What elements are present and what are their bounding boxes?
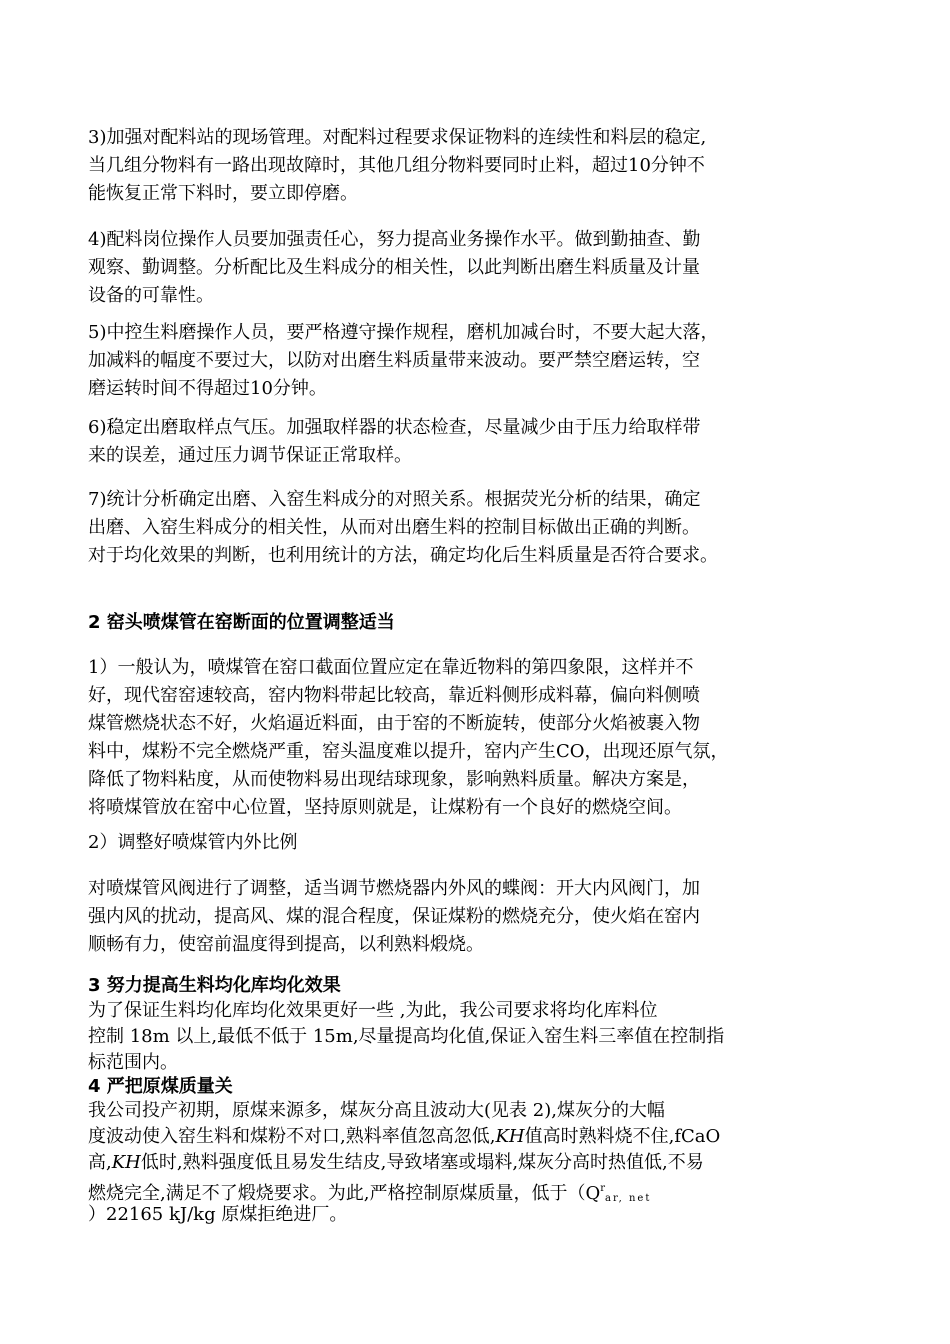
- item-6-paragraph: [88, 414, 868, 470]
- text-line: 7)统计分析确定出磨、入窑生料成分的对照关系。根据荧光分析的结果，确定: [88, 489, 701, 510]
- text-run: 度波动使入窑生料和煤粉不对口,熟料率值忽高忽低,: [88, 1126, 496, 1147]
- text-run: 值高时熟料烧不住,fCaO: [524, 1126, 721, 1147]
- text-run: 燃烧完全,满足不了煅烧要求。为此,严格控制原煤质量，低于（Q: [88, 1183, 601, 1204]
- text-line: 加减料的幅度不要过大，以防对出磨生料质量带来波动。要严禁空磨运转，空: [88, 350, 700, 371]
- text-line: 3)加强对配料站的现场管理。对配料过程要求保证物料的连续性和料层的稳定,: [88, 127, 707, 148]
- section-2-subheading: [88, 829, 868, 857]
- section-2-paragraph-3: [88, 875, 868, 959]
- text-line: 当几组分物料有一路出现故障时，其他几组分物料要同时止料，超过10分钟不: [88, 155, 705, 176]
- text-line: ）22165 kJ/kg 原煤拒绝进厂。: [88, 1204, 348, 1225]
- item-4-paragraph: [88, 226, 868, 310]
- text-line: 我公司投产初期，原煤来源多，煤灰分高且波动大(见表 2),煤灰分的大幅: [88, 1100, 665, 1121]
- text-run: 高,: [88, 1152, 112, 1173]
- text-line: 降低了物料粘度，从而使物料易出现结球现象，影响熟料质量。解决方案是，: [88, 769, 700, 790]
- section-2-paragraph-1: [88, 654, 868, 822]
- text-line: 对于均化效果的判断，也利用统计的方法，确定均化后生料质量是否符合要求。: [88, 545, 718, 566]
- text-line: 料中，煤粉不完全燃烧严重，窑头温度难以提升，窑内产生CO，出现还原气氛，: [88, 741, 729, 762]
- text-line: 强内风的扰动，提高风、煤的混合程度，保证煤粉的燃烧充分，使火焰在窑内: [88, 906, 700, 927]
- text-line: 1）一般认为，喷煤管在窑口截面位置应定在靠近物料的第四象限，这样并不: [88, 657, 694, 678]
- text-line: 5)中控生料磨操作人员，要严格遵守操作规程，磨机加减台时，不要大起大落，: [88, 322, 719, 343]
- item-7-paragraph: [88, 486, 868, 570]
- section-3-paragraph: [88, 998, 868, 1076]
- text-line: 2）调整好喷煤管内外比例: [88, 832, 298, 853]
- text-line: [88, 1124, 868, 1150]
- text-line: [88, 1176, 868, 1202]
- text-line: 对喷煤管风阀进行了调整，适当调节燃烧器内外风的蝶阀：开大内风阀门，加: [88, 878, 700, 899]
- text-line: 4)配料岗位操作人员要加强责任心，努力提高业务操作水平。做到勤抽查、勤: [88, 229, 701, 250]
- text-line: 好，现代窑窑速较高，窑内物料带起比较高，靠近料侧形成料幕，偏向料侧喷: [88, 685, 700, 706]
- section-4-heading: 4 严把原煤质量关: [88, 1076, 233, 1097]
- text-line: 设备的可靠性。: [88, 285, 214, 306]
- text-line: [88, 1150, 868, 1176]
- superscript-r: r: [600, 1183, 605, 1194]
- text-line: 将喷煤管放在窑中心位置，坚持原则就是，让煤粉有一个良好的燃烧空间。: [88, 797, 682, 818]
- text-line: 顺畅有力，使窑前温度得到提高，以利熟料煅烧。: [88, 934, 484, 955]
- kh-symbol: KH: [495, 1126, 525, 1147]
- kh-symbol: KH: [111, 1152, 141, 1173]
- text-line: 出磨、入窑生料成分的相关性，从而对出磨生料的控制目标做出正确的判断。: [88, 517, 700, 538]
- text-line: 为了保证生料均化库均化效果更好一些 ,为此，我公司要求将均化库料位: [88, 1000, 658, 1021]
- item-5-paragraph: [88, 319, 868, 403]
- subscript-ar-net: ar, net: [604, 1193, 652, 1204]
- text-run: 低时,熟料强度低且易发生结皮,导致堵塞或塌料,煤灰分高时热值低,不易: [140, 1152, 704, 1173]
- text-line: 能恢复正常下料时，要立即停磨。: [88, 183, 358, 204]
- section-3-heading: 3 努力提高生料均化库均化效果: [88, 975, 341, 996]
- text-line: 标范围内。: [88, 1052, 178, 1073]
- text-line: 磨运转时间不得超过10分钟。: [88, 378, 327, 399]
- item-3-paragraph: [88, 124, 868, 208]
- section-2-heading: 2 窑头喷煤管在窑断面的位置调整适当: [88, 612, 395, 633]
- text-line: 6)稳定出磨取样点气压。加强取样器的状态检查，尽量减少由于压力给取样带: [88, 417, 701, 438]
- text-line: 观察、勤调整。分析配比及生料成分的相关性，以此判断出磨生料质量及计量: [88, 257, 700, 278]
- section-4-paragraph: [88, 1098, 868, 1228]
- text-line: 来的误差，通过压力调节保证正常取样。: [88, 445, 412, 466]
- text-line: 控制 18m 以上,最低不低于 15m,尽量提高均化值,保证入窑生料三率值在控制指: [88, 1026, 725, 1047]
- text-line: 煤管燃烧状态不好，火焰逼近料面，由于窑的不断旋转，使部分火焰被裹入物: [88, 713, 700, 734]
